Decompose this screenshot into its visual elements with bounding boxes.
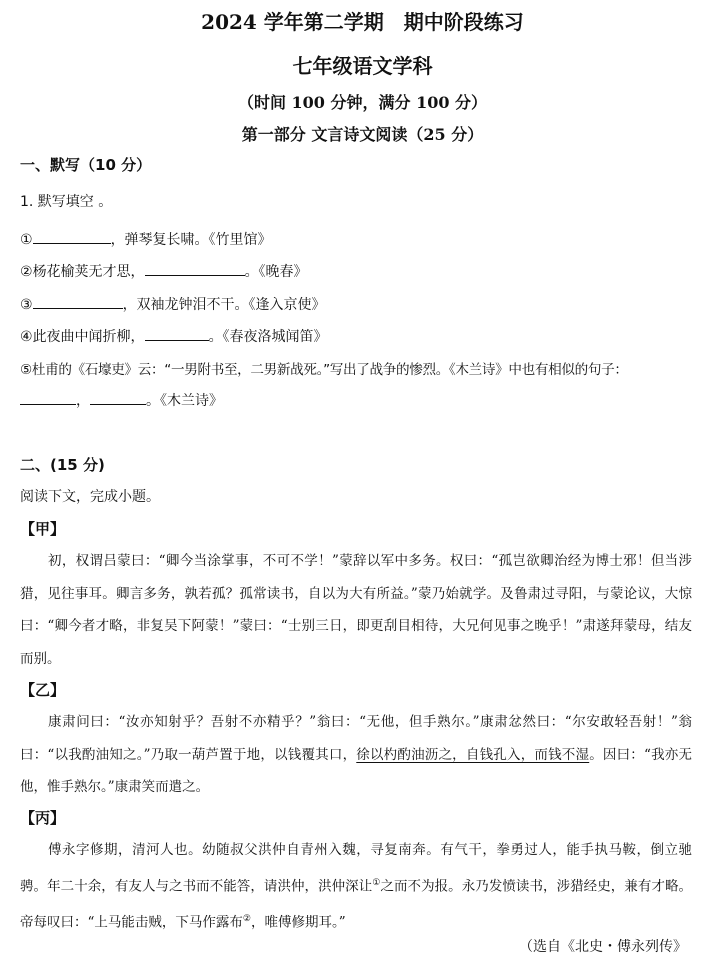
item-number: ③ bbox=[20, 297, 33, 313]
fill-item-2 bbox=[20, 261, 308, 281]
part-title: 第一部分 文言诗文阅读（25 分） bbox=[241, 125, 484, 144]
section1-instruction: 1. 默写填空 。 bbox=[20, 194, 113, 210]
passage-source: （选自《北史・傅永列传》 bbox=[519, 939, 687, 955]
answer-blank[interactable] bbox=[33, 296, 123, 309]
exam-title: 2024 学年第二学期 期中阶段练习 bbox=[201, 10, 524, 34]
item-text: 。《春夜洛城闻笛》 bbox=[208, 329, 328, 345]
answer-blank[interactable] bbox=[90, 392, 146, 405]
answer-blank[interactable] bbox=[145, 328, 209, 341]
item-text: 。《木兰诗》 bbox=[146, 393, 223, 409]
bing-text: 之而不为报。永乃发愤读书，涉猎经史，兼有才略。帝每叹曰：“上马能击贼，下马作露布 bbox=[20, 878, 693, 930]
bing-text: ，唯傅修期耳。” bbox=[250, 914, 346, 930]
bing-text: 傅永字修期，清河人也。幼随叔父洪仲自青州入魏，寻复南奔。有气干，拳勇过人，能手执马鞍，倒立驰骋。年二十余，有友人与之书而不能答，请洪仲，洪仲深让 bbox=[20, 842, 692, 894]
fill-item-4 bbox=[20, 326, 328, 346]
answer-blank[interactable] bbox=[20, 392, 76, 405]
item-text: 此夜曲中闻折柳， bbox=[32, 329, 145, 345]
item-number: ④ bbox=[20, 329, 33, 345]
yi-text: 。因曰：“我亦无他，惟手熟尔。”康肃笑而遣之。 bbox=[20, 746, 693, 795]
passage-jia: 初，权谓吕蒙曰：“卿今当涂掌事，不可不学！”蒙辞以军中多务。权曰：“孤岂欲卿治经为博士邪！但当涉猎，见往事耳。卿言多务，孰若孤？孤常读书，自以为大有所益。”蒙乃始就学。及鲁肃过寻阳，与蒙论议，大惊曰：“卿今者才略，非复吴下阿蒙！”蒙曰：“士别三日，即更刮目相待，大兄何见事之晚乎！”肃遂拜蒙母，结友而别。 bbox=[20, 553, 692, 667]
passage-bing-label: 【丙】 bbox=[20, 809, 66, 827]
passage-jia-label: 【甲】 bbox=[20, 520, 66, 538]
passage-yi-label: 【乙】 bbox=[20, 681, 66, 699]
item-number: ① bbox=[20, 232, 33, 248]
fill-item-3 bbox=[20, 294, 326, 314]
footnote-marker: ② bbox=[242, 913, 251, 924]
item-text: 。《晚春》 bbox=[244, 264, 308, 280]
section2-instruction: 阅读下文，完成小题。 bbox=[20, 489, 160, 505]
answer-blank[interactable] bbox=[145, 263, 245, 276]
answer-blank[interactable] bbox=[33, 231, 111, 244]
item-text: 杨花榆荚无才思， bbox=[32, 264, 145, 280]
passage-yi bbox=[20, 706, 692, 804]
fill-item-5-line2 bbox=[20, 390, 223, 410]
item-text: ，双袖龙钟泪不干。《逢入京使》 bbox=[122, 297, 326, 313]
item-text: ， bbox=[76, 393, 90, 409]
yi-underlined-sentence: 徐以杓酌油沥之，自钱孔入，而钱不湿 bbox=[356, 746, 590, 763]
passage-bing bbox=[20, 834, 692, 939]
time-note: （时间 100 分钟，满分 100 分） bbox=[237, 93, 488, 112]
footnote-marker: ① bbox=[372, 877, 381, 888]
section1-heading: 一、默写（10 分） bbox=[20, 156, 152, 174]
fill-item-5: ⑤杜甫的《石壕吏》云：“一男附书至，二男新战死。”写出了战争的惨烈。《木兰诗》中也有相似的句子： bbox=[20, 362, 628, 378]
item-text: ，弹琴复长啸。《竹里馆》 bbox=[110, 232, 272, 248]
subject-title: 七年级语文学科 bbox=[292, 54, 433, 78]
section2-heading: 二、(15 分) bbox=[20, 456, 105, 474]
fill-item-1 bbox=[20, 229, 272, 249]
yi-text: 康肃问曰：“汝亦知射乎？吾射不亦精乎？”翁曰：“无他，但手熟尔。”康肃忿然曰：“尔安敢轻吾射！”翁曰：“以我酌油知之。”乃取一葫芦置于地，以钱覆其口， bbox=[20, 714, 692, 763]
item-number: ② bbox=[20, 264, 33, 280]
